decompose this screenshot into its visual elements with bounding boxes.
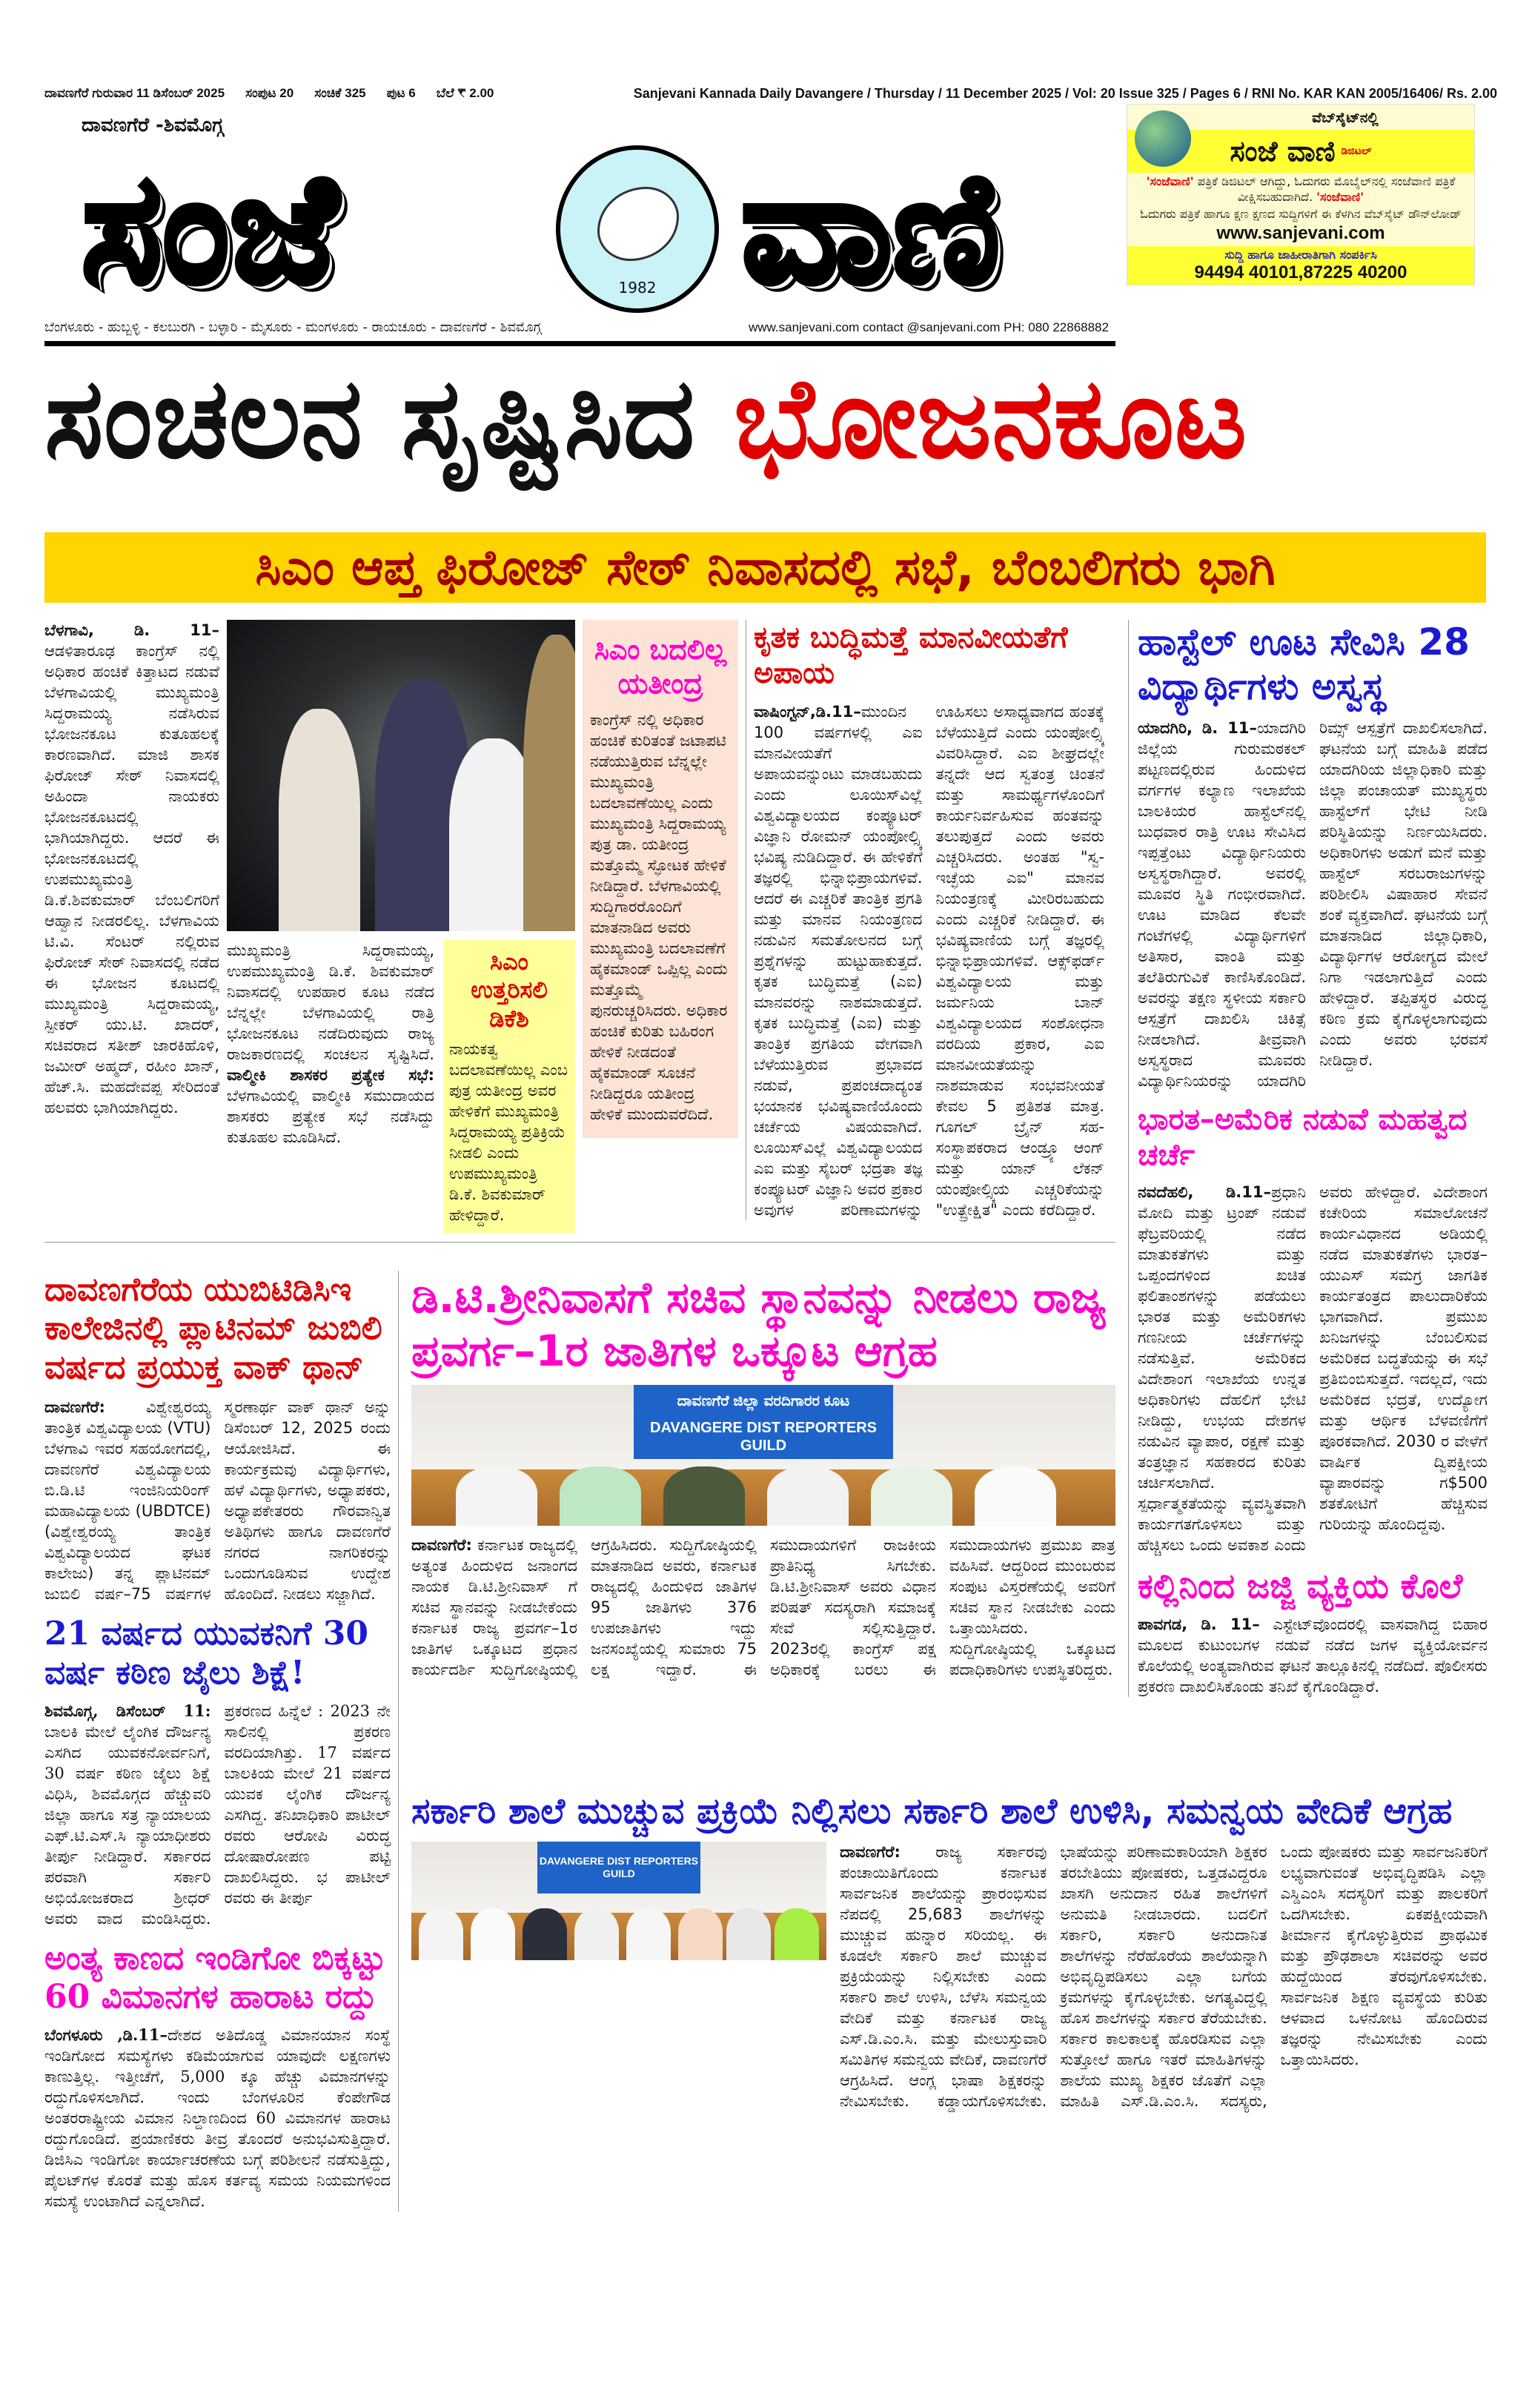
guild-banner (634, 1385, 893, 1459)
logo-text-left: ಸಂಜೆ (82, 141, 338, 317)
murder-body-text: ಎಸ್ಟೇಟ್‌ವೊಂದರಲ್ಲಿ ವಾಸವಾಗಿದ್ದ ಬಿಹಾರ ಮೂಲದ ಕುಟುಂಬಗಳ ನಡುವೆ ನಡೆದ ಜಗಳ ವ್ಯಕ್ತಿಯೋರ್ವನ ಕೊಲೆಯಲ್ಲಿ ಅಂತ್ಯವಾಗಿರುವ ಘಟನೆ ತಾಲ್ಲೂಕಿನಲ್ಲಿ ನಡೆದಿದೆ. ಪೊಲೀಸರು ಪ್ರಕರಣ ದಾಖಲಿಸಿಕೊಂಡು ತನಿಖೆ ಕೈಗೊಂಡಿದ್ದಾರೆ. (1138, 1615, 1488, 1696)
issue-number: ಸಂಚಿಕೆ 325 (314, 86, 366, 100)
india-us-body-text: ಪ್ರಧಾನಿ ಮೋದಿ ಮತ್ತು ಟ್ರಂಪ್ ನಡುವೆ ಫೆಬ್ರವರಿಯಲ್ಲಿ ನಡೆದ ಮಾತುಕತೆಗಳು ಮತ್ತು ಒಪ್ಪಂದಗಳಿಂದ ಖಚಿತ ಫಲಿತಾಂಶಗಳನ್ನು ಪಡೆಯಲು ಭಾರತ ಮತ್ತು ಅಮೆರಿಕಗಳು ಗಣನೀಯ ಚರ್ಚೆಗಳನ್ನು ನಡೆಸುತ್ತಿವೆ. ಅಮೆರಿಕದ ವಿದೇಶಾಂಗ ಇಲಾಖೆಯ ಉನ್ನತ ಅಧಿಕಾರಿಗಳು ದೆಹಲಿಗೆ ಭೇಟಿ ನೀಡಿದ್ದು, ಉಭಯ ದೇಶಗಳ ನಡುವಿನ ವ್ಯಾಪಾರ, ರಕ್ಷಣೆ ಮತ್ತು ತಂತ್ರಜ್ಞಾನ ಸಹಕಾರದ ಕುರಿತು ಚರ್ಚಿಸಲಾಗಿದೆ. ಸ್ಪರ್ಧಾತ್ಮಕತೆಯನ್ನು ವ್ಯವಸ್ಥಿತವಾಗಿ ಕಾರ್ಯಗತಗೊಳಿಸಲು ಮತ್ತು ಹೆಚ್ಚಿಸಲು ಒಂದು ಅವಕಾಶ ಎಂದು ಅವರು ಹೇಳಿದ್ದಾರೆ. ವಿದೇಶಾಂಗ ಕಚೇರಿಯ ಸಮಾಲೋಚನೆ ಕಾರ್ಯವಿಧಾನದ ಅಡಿಯಲ್ಲಿ ನಡೆದ ಮಾತುಕತೆಗಳು ಭಾರತ–ಯುಎಸ್ ಸಮಗ್ರ ಜಾಗತಿಕ ಕಾರ್ಯತಂತ್ರದ ಪಾಲುದಾರಿಕೆಯ ಭಾಗವಾಗಿದೆ. ಪ್ರಮುಖ ಖನಿಜಗಳನ್ನು ಬೆಂಬಲಿಸುವ ಅಮೆರಿಕದ ಬದ್ಧತೆಯನ್ನು ಈ ಸಭೆ ಪ್ರತಿಬಿಂಬಿಸುತ್ತದೆ. ಇದಲ್ಲದೆ, ಇದು ಅಮೆರಿಕದ ಭದ್ರತೆ, ಉದ್ಯೋಗ ಮತ್ತು ಆರ್ಥಿಕ ಬೆಳವಣಿಗೆಗೆ ಪೂರಕವಾಗಿದೆ. 2030 ರ ವೇಳೆಗೆ ವಾರ್ಷಿಕ ದ್ವಿಪಕ್ಷೀಯ ವ್ಯಾಪಾರವನ್ನು ಗ$500 ಶತಕೋಟಿಗೆ ಹೆಚ್ಚಿಸುವ ಗುರಿಯನ್ನು ಹೊಂದಿದ್ದವು. (1138, 1183, 1488, 1554)
lead-body-3: ಬೆಳಗಾವಿಯಲ್ಲಿ ವಾಲ್ಮೀಕಿ ಸಮುದಾಯದ ಶಾಸಕರು ಪ್ರತ್ಯೇಕ ಸಭೆ ನಡೆಸಿದ್ದು ಕುತೂಹಲ ಮೂಡಿಸಿದೆ. (227, 1087, 434, 1146)
jail-background-text: ಪ್ರಕರಣದ ಹಿನ್ನೆಲೆ : 2023 ನೇ ಸಾಲಿನಲ್ಲಿ ಪ್ರಕರಣ ವರದಿಯಾಗಿತ್ತು. 17 ವರ್ಷದ ಬಾಲಕಿಯ ಮೇಲೆ 21 ವರ್ಷದ ಯುವಕ ಲೈಂಗಿಕ ದೌರ್ಜನ್ಯ ಎಸಗಿದ್ದ. ತನಿಖಾಧಿಕಾರಿ ಪಾಟೀಲ್ ರವರು ಆರೋಪಿ ವಿರುದ್ಧ ದೋಷಾರೋಪಣ ಪಟ್ಟಿ ದಾಖಲಿಸಿದ್ದರು. ಭ ಪಾಟೀಲ್ ರವರು ಈ ತೀರ್ಪು (224, 1701, 391, 1907)
ad-brand-text: ಸಂಜೆ ವಾಣಿ (1230, 134, 1336, 168)
jail-dateline: ಶಿವಮೊಗ್ಗ, ಡಿಸೆಂಬರ್ 11: (44, 1701, 211, 1720)
indigo-body-text: ದೇಶದ ಅತಿದೊಡ್ಡ ವಿಮಾನಯಾನ ಸಂಸ್ಥೆ ಇಂಡಿಗೋದ ಸಮಸ್ಯೆಗಳು ಕಡಿಮೆಯಾಗುವ ಯಾವುದೇ ಲಕ್ಷಣಗಳು ಕಾಣುತ್ತಿಲ್ಲ. ಇತ್ತೀಚೆಗೆ, 5,000 ಕ್ಕೂ ಹೆಚ್ಚು ವಿಮಾನಗಳನ್ನು ರದ್ದುಗೊಳಿಸಲಾಗಿದೆ. ಇಂದು ಬೆಂಗಳೂರಿನ ಕೆಂಪೇಗೌಡ ಅಂತರರಾಷ್ಟ್ರೀಯ ವಿಮಾನ ನಿಲ್ದಾಣದಿಂದ 60 ವಿಮಾನಗಳ ಹಾರಾಟ ರದ್ದುಗೊಂಡಿದೆ. ಪ್ರಯಾಣಿಕರು ತೀವ್ರ ತೊಂದರೆ ಅನುಭವಿಸುತ್ತಿದ್ದಾರೆ. ಡಿಜಿಸಿಎ ಇಂಡಿಗೋ ಕಾರ್ಯಾಚರಣೆಯ ಬಗ್ಗೆ ಪರಿಶೀಲನೆ ನಡೆಸುತ್ತಿದ್ದು, ಪೈಲಟ್‌ಗಳ ಕೊರತೆ ಮತ್ತು ಹೊಸ ಕರ್ತವ್ಯ ಸಮಯ ನಿಯಮಗಳಿಂದ ಸಮಸ್ಯೆ ಉಂಟಾಗಿದೆ ಎನ್ನಲಾಗಿದೆ. (44, 2026, 391, 2211)
murder-dateline: ಪಾವಗಡ, ಡಿ. 11– (1138, 1615, 1260, 1634)
jail-body-text: ಬಾಲಕಿ ಮೇಲೆ ಲೈಂಗಿಕ ದೌರ್ಜನ್ಯ ಎಸಗಿದ ಯುವಕನೋರ್ವನಿಗೆ, 30 ವರ್ಷ ಕಠಿಣ ಜೈಲು ಶಿಕ್ಷೆ ವಿಧಿಸಿ, ಶಿವಮೊಗ್ಗದ ಹೆಚ್ಚುವರಿ ಜಿಲ್ಲಾ ಹಾಗೂ ಸತ್ರ ನ್ಯಾಯಾಲಯ ಎಫ್.ಟಿ.ಎಸ್.ಸಿ ನ್ಯಾಯಾಧೀಶರು ತೀರ್ಪು ನೀಡಿದ್ದಾರೆ. ಸರ್ಕಾರದ ಪರವಾಗಿ ಸರ್ಕಾರಿ ಅಭಿಯೋಜಕರಾದ ಶ್ರೀಧರ್ ಅವರು ವಾದ ಮಂಡಿಸಿದ್ದರು. (44, 1722, 211, 1928)
school-photo (411, 1842, 826, 1960)
lead-headline-red: ಭೋಜನಕೂಟ (733, 354, 1247, 483)
school-body-text: ರಾಜ್ಯ ಸರ್ಕಾರವು ಪಂಚಾಯಿತಿಗೊಂದು ಕರ್ನಾಟಕ ಸಾರ್ವಜನಿಕ ಶಾಲೆಯನ್ನು ಪ್ರಾರಂಭಿಸುವ ನೆಪದಲ್ಲಿ 25,683 ಶಾಲೆಗಳನ್ನು ಮುಚ್ಚುವ ಹುನ್ನಾರ ಸರಿಯಲ್ಲ. ಈ ಕೂಡಲೇ ಸರ್ಕಾರಿ ಶಾಲೆ ಮುಚ್ಚುವ ಪ್ರಕ್ರಿಯೆಯನ್ನು ನಿಲ್ಲಿಸಬೇಕು ಎಂದು ಸರ್ಕಾರಿ ಶಾಲೆ ಉಳಿಸಿ, ಬೆಳೆಸಿ ಸಮನ್ವಯ ವೇದಿಕೆ ಮತ್ತು ಕರ್ನಾಟಕ ರಾಜ್ಯ ಎಸ್.ಡಿ.ಎಂ.ಸಿ. ಮತ್ತು ಮೇಲುಸ್ತುವಾರಿ ಸಮಿತಿಗಳ ಸಮನ್ವಯ ವೇದಿಕೆ, ದಾವಣಗೆರೆ ಆಗ್ರಹಿಸಿದೆ. ಆಂಗ್ಲ ಭಾಷಾ ಶಿಕ್ಷಕರನ್ನು ನೇಮಿಸಬೇಕು. ಕಡ್ಡಾಯಗೊಳಿಸಬೇಕು. ಭಾಷೆಯನ್ನು ಪರಿಣಾಮಕಾರಿಯಾಗಿ ಶಿಕ್ಷಕರ ತರಬೇತಿಯು ಪೋಷಕರು, ಒತ್ತಡವಿದ್ದರೂ ಖಾಸಗಿ ಅನುದಾನ ರಹಿತ ಶಾಲೆಗಳಿಗೆ ಅನುಮತಿ ನೀಡಬಾರದು. ಬದಲಿಗೆ ಸರ್ಕಾರಿ, ಸರ್ಕಾರಿ ಅನುದಾನಿತ ಶಾಲೆಗಳನ್ನು ನೆರೆಹೊರೆಯ ಶಾಲೆಯನ್ನಾಗಿ ಅಭಿವೃದ್ಧಿಪಡಿಸಲು ಎಲ್ಲಾ ಬಗೆಯ ಕ್ರಮಗಳನ್ನು ಕೈಗೊಳ್ಳಬೇಕು. ಅಗತ್ಯವಿದ್ದಲ್ಲಿ ಹೊಸ ಶಾಲೆಗಳನ್ನು ಸರ್ಕಾರ ತೆರೆಯಬೇಕು. ಸರ್ಕಾರ ಕಾಲಕಾಲಕ್ಕೆ ಹೊರಡಿಸುವ ಎಲ್ಲಾ ಸುತ್ತೋಲೆ ಹಾಗೂ ಇತರೆ ಮಾಹಿತಿಗಳನ್ನು ಶಾಲೆಯ ಮುಖ್ಯ ಶಿಕ್ಷಕರ ಜೊತೆಗೆ ಎಲ್ಲಾ ಮಾಹಿತಿ ಎಸ್.ಡಿ.ಎಂ.ಸಿ. ಸದಸ್ಯರು, ಒಂದು ಪೋಷಕರು ಮತ್ತು ಸಾರ್ವಜನಿಕರಿಗೆ ಲಭ್ಯವಾಗುವಂತೆ ಅಭಿವೃದ್ಧಿಪಡಿಸಿ ಎಲ್ಲಾ ಎಸ್ಡಿಎಂಸಿ ಸದಸ್ಯರಿಗೆ ಮತ್ತು ಪಾಲಕರಿಗೆ ಒದಗಿಸಬೇಕು. ಏಕಪಕ್ಷೀಯವಾಗಿ ತೀರ್ಮಾನ ಕೈಗೊಳ್ಳುತ್ತಿರುವ ಪ್ರಾಥಮಿಕ ಮತ್ತು ಪ್ರೌಢಶಾಲಾ ಸಚಿವರನ್ನು ಅವರ ಹುದ್ದೆಯಿಂದ ತೆರವುಗೊಳಿಸಬೇಕು. ಸಾರ್ವಜನಿಕ ಶಿಕ್ಷಣ ವ್ಯವಸ್ಥೆಯ ಕುರಿತು ಆಳವಾದ ಒಳನೋಟ ಹೊಂದಿರುವ ತಜ್ಞರನ್ನು ನೇಮಿಸಬೇಕು ಎಂದು ಒತ್ತಾಯಿಸಿದರು. (840, 1843, 1488, 2111)
lead-body-2: ಮುಖ್ಯಮಂತ್ರಿ ಸಿದ್ದರಾಮಯ್ಯ, ಉಪಮುಖ್ಯಮಂತ್ರಿ ಡಿ.ಕೆ. ಶಿವಕುಮಾರ್ ನಿವಾಸದಲ್ಲಿ ಉಪಹಾರ ಕೂಟ ನಡೆದ ಬೆನ್ನಲ್ಲೇ ಬೆಳಗಾವಿಯಲ್ಲಿ ರಾತ್ರಿ ಭೋಜನಕೂಟ ನಡೆದಿರುವುದು ರಾಜ್ಯ ರಾಜಕಾರಣದಲ್ಲಿ ಸಂಚಲನ ಸೃಷ್ಟಿಸಿದೆ. (227, 942, 434, 1063)
left-column (44, 1271, 399, 2212)
ubdtce-headline: ದಾವಣಗೆರೆಯ ಯುಬಿಟಿಡಿಸಿಇ ಕಾಲೇಜಿನಲ್ಲಿ ಪ್ಲಾಟಿನಮ್ ಜುಬಿಲಿ ವರ್ಷದ ಪ್ರಯುಕ್ತ ವಾಕ್ ಥಾನ್ (44, 1270, 382, 1387)
india-us-article (1138, 1102, 1488, 1555)
hostel-headline: ಹಾಸ್ಟೆಲ್ ಊಟ ಸೇವಿಸಿ 28 ವಿದ್ಯಾರ್ಥಿಗಳು ಅಸ್ವಸ್ಥ (1138, 621, 1470, 708)
guild-banner-en: DAVANGERE DIST REPORTERS GUILD (537, 1842, 700, 1893)
yathindra-box (583, 620, 738, 1138)
hostel-body (1138, 718, 1488, 1091)
price: ಬೆಲೆ ₹ 2.00 (436, 86, 494, 100)
yathindra-headline: ಸಿಎಂ ಬದಲಿಲ್ಲ ಯತೀಂದ್ರ (594, 633, 727, 700)
school-headline: ಸರ್ಕಾರಿ ಶಾಲೆ ಮುಚ್ಚುವ ಪ್ರಕ್ರಿಯೆ ನಿಲ್ಲಿಸಲು ಸರ್ಕಾರಿ ಶಾಲೆ ಉಳಿಸಿ, ಸಮನ್ವಯ ವೇದಿಕೆ ಆಗ್ರಹ (411, 1790, 1453, 1832)
volume: ಸಂಪುಟ 20 (245, 86, 294, 100)
edition-cities: ಬೆಂಗಳೂರು - ಹುಬ್ಬಳ್ಳಿ - ಕಲಬುರಗಿ - ಬಳ್ಳಾರಿ - ಮೈಸೂರು - ಮಂಗಳೂರು - ರಾಯಚೂರು - ದಾವಣಗೆರೆ - ಶಿವಮೊಗ್ಗ (44, 320, 542, 335)
lead-photo (227, 620, 575, 931)
school-body (840, 1842, 1488, 2111)
ai-article (746, 620, 1104, 1220)
lead-lower (227, 940, 575, 1233)
lead-body-1: ಆಡಳಿತಾರೂಢ ಕಾಂಗ್ರೆಸ್ ನಲ್ಲಿ ಅಧಿಕಾರ ಹಂಚಿಕೆ ಕಿತ್ತಾಟದ ನಡುವೆ ಬೆಳಗಾವಿಯಲ್ಲಿ ಮುಖ್ಯಮಂತ್ರಿ ಸಿದ್ದರಾಮಯ್ಯ ನಡೆಸಿರುವ ಭೋಜನಕೂಟ ಕುತೂಹಲಕ್ಕೆ ಕಾರಣವಾಗಿದೆ. ಮಾಜಿ ಶಾಸಕ ಫಿರೋಜ್ ಸೇಠ್ ನಿವಾಸದಲ್ಲಿ ಅಹಿಂದಾ ನಾಯಕರು ಭೋಜನಕೂಟದಲ್ಲಿ ಭಾಗಿಯಾಗಿದ್ದರು. ಆದರೆ ಈ ಭೋಜನಕೂಟದಲ್ಲಿ ಉಪಮುಖ್ಯಮಂತ್ರಿ ಡಿ.ಕೆ.ಶಿವಕುಮಾರ್ ಬೆಂಬಲಿಗರಿಗೆ ಆಹ್ವಾನ ನೀಡರಲಿಲ್ಲ. ಬೆಳಗಾವಿಯ ಟಿ.ವಿ. ಸೆಂಟರ್ ನಲ್ಲಿರುವ ಫಿರೋಜ್ ಸೇಠ್ ನಿವಾಸದಲ್ಲಿ ನಡೆದ ಈ ಭೋಜನ ಕೂಟದಲ್ಲಿ ಮುಖ್ಯಮಂತ್ರಿ ಸಿದ್ದರಾಮಯ್ಯ, ಸ್ಪೀಕರ್ ಯು.ಟಿ. ಖಾದರ್, ಸಚಿವರಾದ ಸತೀಶ್ ಜಾರಕಿಹೊಳಿ, ಜಮೀರ್ ಅಹ್ಮದ್, ರಹೀಂ ಖಾನ್, ಹೆಚ್.ಸಿ. ಮಹದೇವಪ್ಪ ಸೇರಿದಂತೆ ಹಲವರು ಭಾಗಿಯಾಗಿದ್ದರು. (44, 642, 219, 1117)
lead-dateline: ಬೆಳಗಾವಿ, ಡಿ. 11– (44, 621, 219, 639)
right-column (1128, 620, 1488, 1697)
website-ad (1127, 104, 1475, 285)
dks-headline: ಸಿಎಂ ಉತ್ತರಿಸಲಿ ಡಿಕೆಶಿ (471, 947, 548, 1033)
ai-dateline: ವಾಷಿಂಗ್ಟನ್,ಡಿ.11– (754, 703, 861, 721)
globe-icon (1135, 110, 1191, 167)
lead-subheadline: ಸಿಎಂ ಆಪ್ತ ಫಿರೋಜ್ ಸೇಠ್ ನಿವಾಸದಲ್ಲಿ ಸಭೆ, ಬೆಂಬಲಿಗರು ಭಾಗಿ (44, 532, 1486, 603)
masthead-info-line (44, 86, 1497, 102)
school-article (411, 1790, 1488, 2112)
ad-line-1-highlight: 'ಸಂಜೆವಾಣಿ' (1146, 174, 1194, 188)
jail-body (44, 1701, 391, 1929)
jail-article (44, 1615, 391, 1929)
guild-banner-en: DAVANGERE DIST REPORTERS GUILD (650, 1419, 877, 1454)
lead-photo-column (227, 620, 575, 1233)
guild-banner-kn: ದಾವಣಗೆರೆ ಜಿಲ್ಲಾ ವರದಿಗಾರರ ಕೂಟ (677, 1392, 850, 1409)
ubdtce-body (44, 1397, 391, 1604)
lead-subhead-valmiki: ವಾಲ್ಮೀಕಿ ಶಾಸಕರ ಪ್ರತ್ಯೇಕ ಸಭೆ: (227, 1066, 434, 1084)
ubdtce-article (44, 1271, 391, 1604)
newspaper-logo (82, 141, 1112, 317)
dove-icon (597, 187, 679, 261)
srinivas-photo (411, 1385, 1115, 1526)
ad-brand-tag: ಡಿಜಿಟಲ್ (1341, 145, 1372, 157)
logo-year: 1982 (618, 279, 657, 297)
ad-line-2-highlight: 'ಸಂಜೆವಾಣಿ' (1316, 190, 1364, 204)
india-us-body (1138, 1182, 1488, 1555)
ai-body-text: ಮುಂದಿನ 100 ವರ್ಷಗಳಲ್ಲಿ ಎಐ ಮಾನವೀಯತೆಗೆ ಅಪಾಯವನ್ನುಂಟು ಮಾಡಬಹುದು ಎಂದು ಲೂಯಿಸ್‌ವಿಲ್ಲೆ ವಿಶ್ವವಿದ್ಯಾಲಯದ ಕಂಪ್ಯೂಟರ್ ವಿಜ್ಞಾನಿ ರೋಮನ್ ಯಂಪೋಲ್ಸ್ಕಿ ಭವಿಷ್ಯ ನುಡಿದಿದ್ದಾರೆ. ಈ ಹೇಳಿಕೆಗೆ ತಜ್ಞರಲ್ಲಿ ಭಿನ್ನಾಭಿಪ್ರಾಯಗಳಿವೆ. ಆದರೆ ಈ ಎಚ್ಚರಿಕೆ ತಾಂತ್ರಿಕ ಪ್ರಗತಿ ಮತ್ತು ಮಾನವ ನಿಯಂತ್ರಣದ ನಡುವಿನ ಸಮತೋಲನದ ಬಗ್ಗೆ ಪ್ರಶ್ನೆಗಳನ್ನು ಹುಟ್ಟುಹಾಕುತ್ತದೆ. ಕೃತಕ ಬುದ್ಧಿಮತ್ತೆ (ಎಐ) ಮಾನವರನ್ನು ನಾಶಮಾಡುತ್ತದೆ. ಕೃತಕ ಬುದ್ಧಿಮತ್ತೆ (ಎಐ) ಮತ್ತು ತಾಂತ್ರಿಕ ಪ್ರಗತಿಯ ವೇಗವಾಗಿ ಬೆಳೆಯುತ್ತಿರುವ ಪ್ರಭಾವದ ನಡುವೆ, ಪ್ರಪಂಚದಾದ್ಯಂತ ಭಯಾನಕ ಭವಿಷ್ಯವಾಣಿಯೊಂದು ಚರ್ಚೆಯ ವಿಷಯವಾಗಿದೆ. ಲೂಯಿಸ್‌ವಿಲ್ಲೆ ವಿಶ್ವವಿದ್ಯಾಲಯದ ಎಐ ಮತ್ತು ಸೈಬರ್ ಭದ್ರತಾ ತಜ್ಞ ಕಂಪ್ಯೂಟರ್ ವಿಜ್ಞಾನಿ ಅವರ ಪ್ರಕಾರ ಅವುಗಳ ಪರಿಣಾಮಗಳನ್ನು ಊಹಿಸಲು ಅಸಾಧ್ಯವಾಗದ ಹಂತಕ್ಕೆ ಬೆಳೆಯುತ್ತಿದೆ ಎಂದು ಯಂಪೋಲ್ಸ್ಕಿ ವಿವರಿಸಿದ್ದಾರೆ. ಎಐ ಶೀಘ್ರದಲ್ಲೇ ತನ್ನದೇ ಆದ ಸ್ವತಂತ್ರ ಚಿಂತನೆ ಮತ್ತು ಸಾಮರ್ಥ್ಯಗಳೊಂದಿಗೆ ಕಾರ್ಯನಿರ್ವಹಿಸುವ ಹಂತವನ್ನು ತಲುಪುತ್ತದೆ ಎಂದು ಅವರು ಎಚ್ಚರಿಸಿದರು. ಅಂತಹ "ಸ್ವ-ಇಚ್ಛೆಯ ಎಐ" ಮಾನವ ನಿಯಂತ್ರಣಕ್ಕೆ ಮೀರಿರಬಹುದು ಎಂದು ಎಚ್ಚರಿಕೆ ನೀಡಿದ್ದಾರೆ. ಈ ಭವಿಷ್ಯವಾಣಿಯ ಬಗ್ಗೆ ತಜ್ಞರಲ್ಲಿ ಭಿನ್ನಾಭಿಪ್ರಾಯಗಳಿವೆ. ಆಕ್ಸ್‌ಫರ್ಡ್ ವಿಶ್ವವಿದ್ಯಾಲಯ ಮತ್ತು ಜರ್ಮನಿಯ ಬಾನ್ ವಿಶ್ವವಿದ್ಯಾಲಯದ ಸಂಶೋಧನಾ ವರದಿಯ ಪ್ರಕಾರ, ಎಐ ಮಾನವೀಯತೆಯನ್ನು ನಾಶಮಾಡುವ ಸಂಭವನೀಯತೆ ಕೇವಲ 5 ಪ್ರತಿಶತ ಮಾತ್ರ. ಗೂಗಲ್ ಬ್ರೈನ್ ಸಹ-ಸಂಸ್ಥಾಪಕರಾದ ಆಂಡ್ರ್ಯೂ ಆಂಗ್ ಮತ್ತು ಯಾನ್ ಲೆಕನ್ ಯಂಪೋಲ್ಸ್ಕಿಯ ಎಚ್ಚರಿಕೆಯನ್ನು "ಉತ್ಪ್ರೇಕ್ಷಿತ" ಎಂದು ಕರೆದಿದ್ದಾರೆ. (754, 703, 1104, 1219)
masthead-rule (44, 341, 1115, 346)
ai-headline: ಕೃತಕ ಬುದ್ಧಿಮತ್ತೆ ಮಾನವೀಯತೆಗೆ ಅಪಾಯ (754, 621, 1068, 690)
dove-emblem-icon (556, 145, 719, 313)
jail-headline: 21 ವರ್ಷದ ಯುವಕನಿಗೆ 30 ವರ್ಷ ಕಠಿಣ ಜೈಲು ಶಿಕ್ಷೆ! (44, 1615, 368, 1692)
murder-body (1138, 1614, 1488, 1697)
issue-date: ದಾವಣಗೆರೆ ಗುರುವಾರ 11 ಡಿಸೆಂಬರ್ 2025 (44, 86, 225, 100)
srinivas-headline: ಡಿ.ಟಿ.ಶ್ರೀನಿವಾಸಗೆ ಸಚಿವ ಸ್ಥಾನವನ್ನು ನೀಡಲು ರಾಜ್ಯ ಪ್ರವರ್ಗ–1ರ ಜಾತಿಗಳ ಒಕ್ಕೂಟ ಆಗ್ರಹ (411, 1271, 1106, 1376)
ai-body (754, 701, 1104, 1220)
murder-article (1138, 1566, 1488, 1697)
ad-line-1-text: ಪತ್ರಿಕೆ ಡಿಜಿಟಲ್ ಆಗಿದ್ದು, ಓದುಗರು ಮೊಬೈಲ್‌ನಲ್ಲಿ ಸಂಜೆವಾಣಿ ಪತ್ರಿಕೆ ವೀಕ್ಷಿಸಬಹುದಾಗಿದೆ. (1197, 174, 1456, 204)
indigo-dateline: ಬೆಂಗಳೂರು ,ಡಿ.11– (44, 2025, 168, 2045)
hostel-body-text: ಯಾದಗಿರಿ ಜಿಲ್ಲೆಯ ಗುರುಮಠಕಲ್ ಪಟ್ಟಣದಲ್ಲಿರುವ ಹಿಂದುಳಿದ ವರ್ಗಗಳ ಕಲ್ಯಾಣ ಇಲಾಖೆಯ ಬಾಲಕಿಯರ ಹಾಸ್ಟೆಲ್‌ನಲ್ಲಿ ಬುಧವಾರ ರಾತ್ರಿ ಊಟ ಸೇವಿಸಿದ ಇಪ್ಪತ್ತೆಂಟು ವಿದ್ಯಾರ್ಥಿನಿಯರು ಅಸ್ವಸ್ಥರಾಗಿದ್ದಾರೆ. ಅವರಲ್ಲಿ ಮೂವರ ಸ್ಥಿತಿ ಗಂಭೀರವಾಗಿದೆ. ಊಟ ಮಾಡಿದ ಕೆಲವೇ ಗಂಟೆಗಳಲ್ಲಿ ವಿದ್ಯಾರ್ಥಿಗಳಿಗೆ ಅತಿಸಾರ, ವಾಂತಿ ಮತ್ತು ತಲೆತಿರುಗುವಿಕೆ ಕಾಣಿಸಿಕೊಂಡಿದೆ. ಅವರನ್ನು ತಕ್ಷಣ ಸ್ಥಳೀಯ ಸರ್ಕಾರಿ ಆಸ್ಪತ್ರೆಗೆ ದಾಖಲಿಸಿ ಚಿಕಿತ್ಸೆ ನೀಡಲಾಗಿದೆ. ತೀವ್ರವಾಗಿ ಅಸ್ವಸ್ಥರಾದ ಮೂವರು ವಿದ್ಯಾರ್ಥಿನಿಯರನ್ನು ಯಾದಗಿರಿ ರಿಮ್ಸ್ ಆಸ್ಪತ್ರೆಗೆ ದಾಖಲಿಸಲಾಗಿದೆ. ಘಟನೆಯ ಬಗ್ಗೆ ಮಾಹಿತಿ ಪಡೆದ ಯಾದಗಿರಿಯ ಜಿಲ್ಲಾಧಿಕಾರಿ ಮತ್ತು ಜಿಲ್ಲಾ ಪಂಚಾಯತ್ ಮುಖ್ಯಸ್ಥರು ಹಾಸ್ಟೆಲ್‌ಗೆ ಭೇಟಿ ನೀಡಿ ಪರಿಸ್ಥಿತಿಯನ್ನು ನಿರ್ಣಯಿಸಿದರು. ಅಧಿಕಾರಿಗಳು ಅಡುಗೆ ಮನೆ ಮತ್ತು ಹಾಸ್ಟೆಲ್ ಸರಬರಾಜುಗಳನ್ನು ಪರಿಶೀಲಿಸಿ ವಿಷಾಹಾರ ಸೇವನೆ ಶಂಕೆ ವ್ಯಕ್ತವಾಗಿದೆ. ಘಟನೆಯ ಬಗ್ಗೆ ಮಾತನಾಡಿದ ಜಿಲ್ಲಾಧಿಕಾರಿ, ವಿದ್ಯಾರ್ಥಿಗಳ ಆರೋಗ್ಯದ ಮೇಲೆ ನಿಗಾ ಇಡಲಾಗುತ್ತಿದೆ ಎಂದು ಹೇಳಿದ್ದಾರೆ. ತಪ್ಪಿತಸ್ಥರ ವಿರುದ್ಧ ಕಠಿಣ ಕ್ರಮ ಕೈಗೊಳ್ಳಲಾಗುವುದು ಎಂದು ಅವರು ಭರವಸೆ ನೀಡಿದ್ದಾರೆ. (1138, 719, 1488, 1090)
edition-label: ದಾವಣಗೆರೆ -ಶಿವಮೊಗ್ಗ (82, 114, 224, 136)
ubdtce-body-text: ವಿಶ್ವೇಶ್ವರಯ್ಯ ತಾಂತ್ರಿಕ ವಿಶ್ವವಿದ್ಯಾಲಯ (VTU) ಬೆಳಗಾವಿ ಇವರ ಸಹಯೋಗದಲ್ಲಿ, ದಾವಣಗೆರೆ ವಿಶ್ವವಿದ್ಯಾಲಯ ಬಿ.ಡಿ.ಟಿ ಇಂಜಿನಿಯರಿಂಗ್ ಮಹಾವಿದ್ಯಾಲಯ (UBDTCE) (ವಿಶ್ವೇಶ್ವರಯ್ಯ ತಾಂತ್ರಿಕ ವಿಶ್ವವಿದ್ಯಾಲಯದ ಘಟಕ ಕಾಲೇಜು) ತನ್ನ ಪ್ಲಾಟಿನಮ್ ಜುಬಿಲಿ ವರ್ಷ–75 ವರ್ಷಗಳ ಸ್ಮರಣಾರ್ಥ ವಾಕ್ ಥಾನ್ ಅನ್ನು ಡಿಸೆಂಬರ್ 12, 2025 ರಂದು ಆಯೋಜಿಸಿದೆ. ಈ ಕಾರ್ಯಕ್ರಮವು ವಿದ್ಯಾರ್ಥಿಗಳು, ಹಳೆ ವಿದ್ಯಾರ್ಥಿಗಳು, ಅಧ್ಯಾಪಕರು, ಅಧ್ಯಾಪಕೇತರರು ಗೌರವಾನ್ವಿತ ಅತಿಥಿಗಳು ಹಾಗೂ ದಾವಣಗೆರೆ ನಗರದ ನಾಗರಿಕರನ್ನು ಒಂದುಗೂಡಿಸುವ ಉದ್ದೇಶ ಹೊಂದಿದೆ. ನೀಡಲು ಸಜ್ಜಾಗಿದೆ. (44, 1398, 391, 1604)
srinivas-article (411, 1271, 1115, 1680)
contact-line: www.sanjevani.com contact @sanjevani.com PH: 080 22868882 (749, 320, 1109, 334)
dks-box (443, 940, 575, 1233)
ad-url[interactable]: www.sanjevani.com (1216, 223, 1385, 243)
ad-contact-label: ಸುದ್ದಿ ಹಾಗೂ ಜಾಹೀರಾತಿಗಾಗಿ ಸಂಪರ್ಕಿಸಿ (1224, 248, 1377, 262)
indigo-body (44, 2025, 391, 2212)
lead-story-col1 (44, 620, 219, 1118)
masthead-info-english: Sanjevani Kannada Daily Davangere / Thursday / 11 December 2025 / Vol: 20 Issue 325 / Pages 6 / RNI No. KAR KAN 2005/16406/ Rs. 2.00 (633, 86, 1497, 101)
indigo-headline: ಅಂತ್ಯ ಕಾಣದ ಇಂಡಿಗೋ ಬಿಕ್ಕಟ್ಟು 60 ವಿಮಾನಗಳ ಹಾರಾಟ ರದ್ದು (44, 1939, 386, 2017)
yathindra-body: ಕಾಂಗ್ರೆಸ್ ನಲ್ಲಿ ಅಧಿಕಾರ ಹಂಚಿಕೆ ಕುರಿತಂತೆ ಜಟಾಪಟಿ ನಡೆಯುತ್ತಿರುವ ಬೆನ್ನಲ್ಲೇ ಮುಖ್ಯಮಂತ್ರಿ ಬದಲಾವಣೆಯಿಲ್ಲ ಎಂದು ಮುಖ್ಯಮಂತ್ರಿ ಸಿದ್ದರಾಮಯ್ಯ ಪುತ್ರ ಡಾ. ಯತೀಂದ್ರ ಮತ್ತೊಮ್ಮೆ ಸ್ಫೋಟಕ ಹೇಳಿಕೆ ನೀಡಿದ್ದಾರೆ. ಬೆಳಗಾವಿಯಲ್ಲಿ ಸುದ್ದಿಗಾರರೊಂದಿಗೆ ಮಾತನಾಡಿದ ಅವರು ಮುಖ್ಯಮಂತ್ರಿ ಬದಲಾವಣೆಗೆ ಹೈಕಮಾಂಡ್ ಒಪ್ಪಿಲ್ಲ ಎಂದು ಮತ್ತೊಮ್ಮೆ ಪುನರುಚ್ಚರಿಸಿದರು. ಅಧಿಕಾರ ಹಂಚಿಕೆ ಕುರಿತು ಬಹಿರಂಗ ಹೇಳಿಕೆ ನೀಡದಂತೆ ಹೈಕಮಾಂಡ್ ಸೂಚನೆ ನೀಡಿದ್ದರೂ ಯತೀಂದ್ರ ಹೇಳಿಕೆ ಮುಂದುವರೆದಿದೆ. (590, 711, 728, 1124)
page-count: ಪುಟ 6 (386, 86, 416, 100)
hostel-dateline: ಯಾದಗಿರಿ, ಡಿ. 11– (1138, 719, 1257, 737)
india-us-dateline: ನವದೆಹಲಿ, ಡಿ.11– (1138, 1183, 1271, 1201)
logo-text-right: ವಾಣಿ (741, 141, 1001, 317)
murder-headline: ಕಲ್ಲಿನಿಂದ ಜಜ್ಜಿ ವ್ಯಕ್ತಿಯ ಕೊಲೆ (1138, 1566, 1463, 1606)
ad-line-2: ಓದುಗರು ಪತ್ರಿಕೆ ಹಾಗೂ ಕ್ಷಣ ಕ್ಷಣದ ಸುದ್ದಿಗಳಿಗೆ ಈ ಕೆಳಗಿನ ವೆಬ್‌ಸೈಟ್ ಡೌನ್‌ಲೋಡ್ (1140, 207, 1462, 221)
school-dateline: ದಾವಣಗೆರೆ: (840, 1843, 901, 1862)
lead-story-col2 (227, 940, 434, 1148)
srinivas-body-text: ಕರ್ನಾಟಕ ರಾಜ್ಯದಲ್ಲಿ ಅತ್ಯಂತ ಹಿಂದುಳಿದ ಜನಾಂಗದ ನಾಯಕ ಡಿ.ಟಿ.ಶ್ರೀನಿವಾಸ್ ಗೆ ಸಚಿವ ಸ್ಥಾನವನ್ನು ನೀಡಬೇಕೆಂದು ಕರ್ನಾಟಕ ರಾಜ್ಯ ಪ್ರವರ್ಗ–1ರ ಜಾತಿಗಳ ಒಕ್ಕೂಟದ ಪ್ರಧಾನ ಕಾರ್ಯದರ್ಶಿ ಸುದ್ದಿಗೋಷ್ಠಿಯಲ್ಲಿ ಆಗ್ರಹಿಸಿದರು. ಸುದ್ದಿಗೋಷ್ಠಿಯಲ್ಲಿ ಮಾತನಾಡಿದ ಅವರು, ಕರ್ನಾಟಕ ರಾಜ್ಯದಲ್ಲಿ ಹಿಂದುಳಿದ ಜಾತಿಗಳ 95 ಜಾತಿಗಳು 376 ಉಪಜಾತಿಗಳು ಇದ್ದು ಜನಸಂಖ್ಯೆಯಲ್ಲಿ ಸುಮಾರು 75 ಲಕ್ಷ ಇದ್ದಾರೆ. ಈ ಸಮುದಾಯಗಳಿಗೆ ರಾಜಕೀಯ ಪ್ರಾತಿನಿಧ್ಯ ಸಿಗಬೇಕು. ಡಿ.ಟಿ.ಶ್ರೀನಿವಾಸ್ ಅವರು ವಿಧಾನ ಪರಿಷತ್ ಸದಸ್ಯರಾಗಿ ಸಮಾಜಕ್ಕೆ ಸೇವೆ ಸಲ್ಲಿಸುತ್ತಿದ್ದಾರೆ. 2023ರಲ್ಲಿ ಕಾಂಗ್ರೆಸ್ ಪಕ್ಷ ಅಧಿಕಾರಕ್ಕೆ ಬರಲು ಈ ಸಮುದಾಯಗಳು ಪ್ರಮುಖ ಪಾತ್ರ ವಹಿಸಿವೆ. ಆದ್ದರಿಂದ ಮುಂಬರುವ ಸಂಪುಟ ವಿಸ್ತರಣೆಯಲ್ಲಿ ಅವರಿಗೆ ಸಚಿವ ಸ್ಥಾನ ನೀಡಬೇಕು ಎಂದು ಒತ್ತಾಯಿಸಿದರು. ಸುದ್ದಿಗೋಷ್ಠಿಯಲ್ಲಿ ಒಕ್ಕೂಟದ ಪದಾಧಿಕಾರಿಗಳು ಉಪಸ್ಥಿತರಿದ್ದರು. (411, 1535, 1115, 1678)
lead-headline (44, 348, 1497, 489)
lead-headline-black: ಸಂಚಲನ ಸೃಷ್ಟಿಸಿದ (44, 354, 695, 483)
dks-body: ನಾಯಕತ್ವ ಬದಲಾವಣೆಯಿಲ್ಲ ಎಂಬ ಪುತ್ರ ಯತೀಂದ್ರ ಅವರ ಹೇಳಿಕೆಗೆ ಮುಖ್ಯಮಂತ್ರಿ ಸಿದ್ದರಾಮಯ್ಯ ಪ್ರತಿಕ್ರಿಯೆ ನೀಡಲಿ ಎಂದು ಉಪಮುಖ್ಯಮಂತ್ರಿ ಡಿ.ಕೆ. ಶಿವಕುಮಾರ್ ಹೇಳಿದ್ದಾರೆ. (449, 1040, 568, 1225)
srinivas-dateline: ದಾವಣಗೆರೆ: (411, 1535, 472, 1554)
ad-top-text: ವೆಬ್‌ಸೈಟ್‌ನಲ್ಲಿ (1312, 110, 1379, 126)
school-content (411, 1842, 1488, 2111)
hostel-article (1138, 620, 1488, 1091)
ad-phone-numbers: 94494 40101,87225 40200 (1194, 262, 1407, 282)
ad-line-1 (1127, 173, 1474, 205)
lead-row (44, 620, 1115, 1243)
indigo-article (44, 1939, 391, 2212)
news-grid (44, 620, 1488, 2212)
srinivas-body (411, 1535, 1115, 1680)
ubdtce-dateline: ದಾವಣಗೆರೆ: (44, 1398, 105, 1417)
india-us-headline: ಭಾರತ–ಅಮೆರಿಕ ನಡುವೆ ಮಹತ್ವದ ಚರ್ಚೆ (1138, 1102, 1468, 1172)
ad-contact (1127, 246, 1474, 285)
